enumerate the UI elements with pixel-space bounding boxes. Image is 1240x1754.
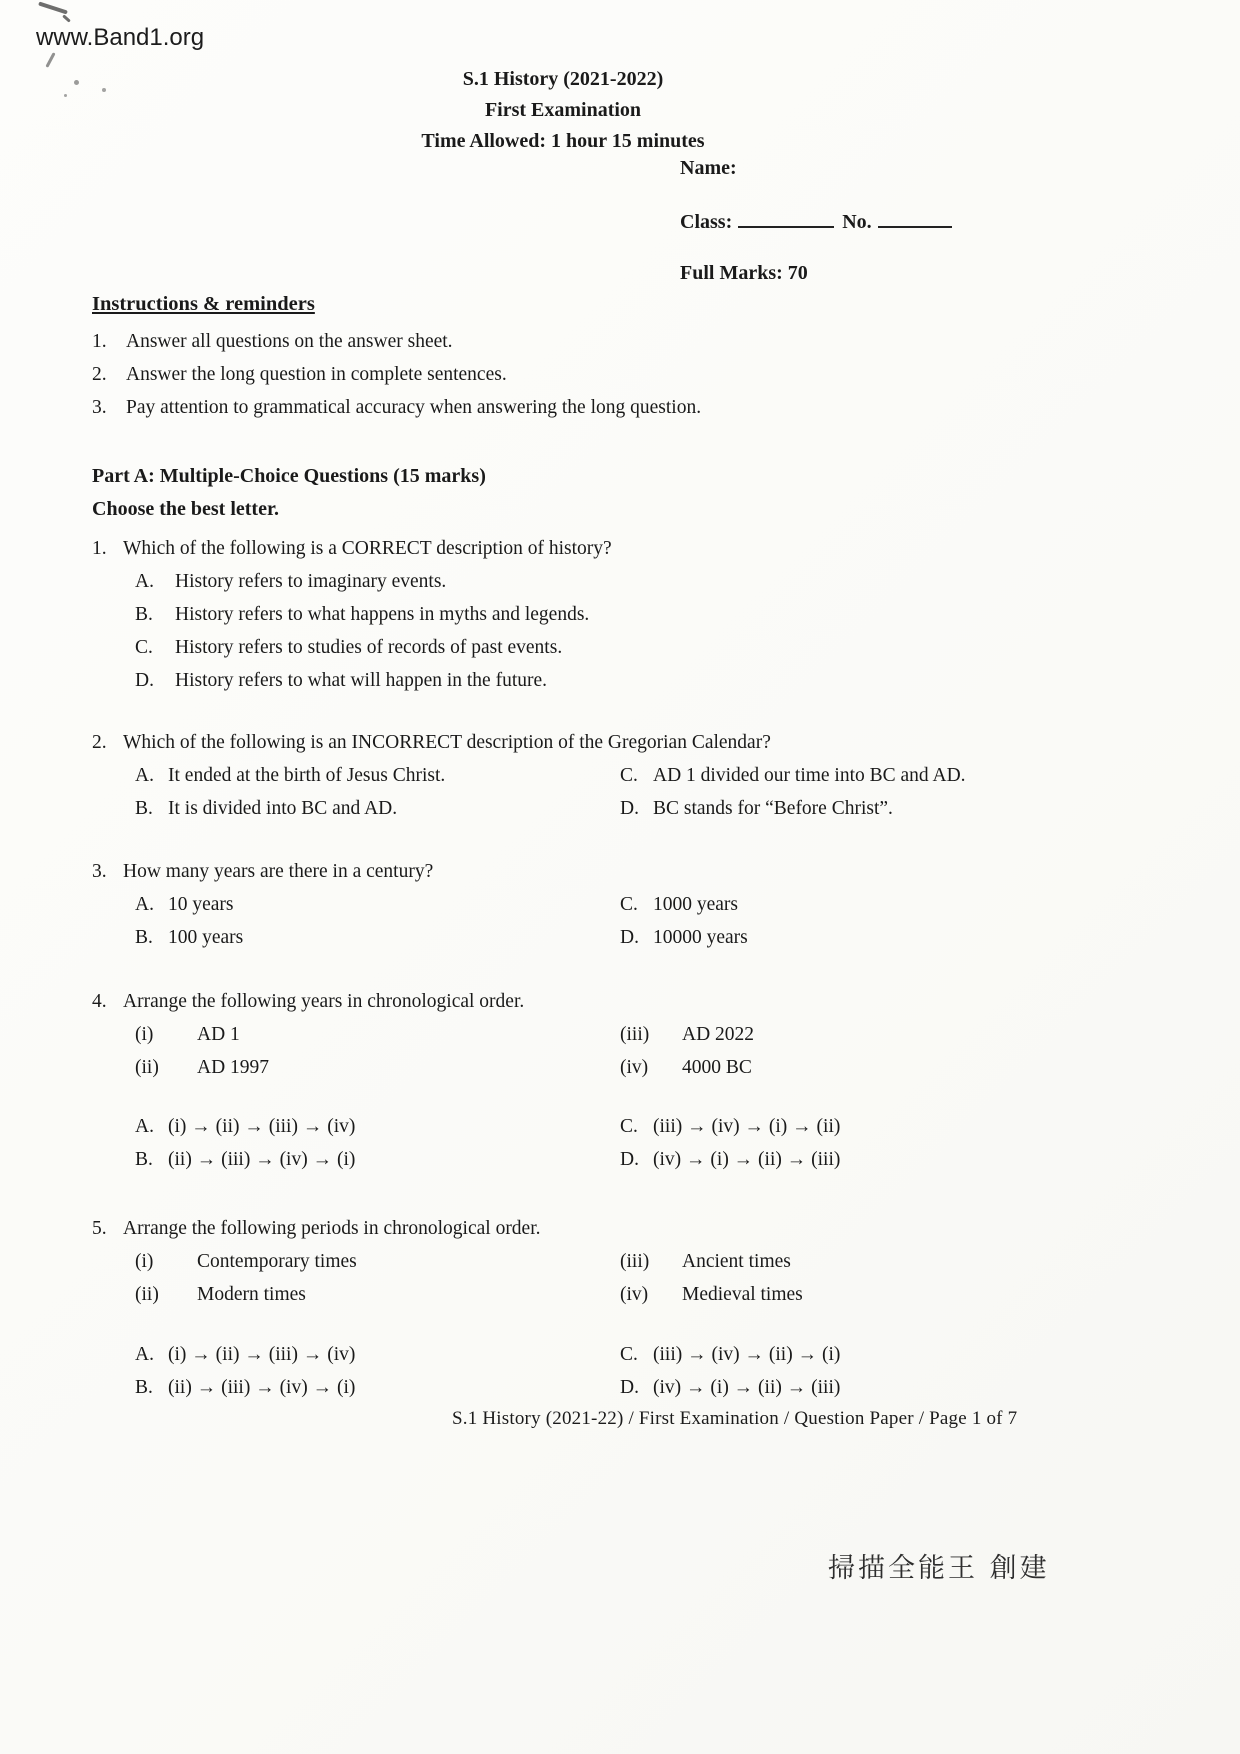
question-number: 4. [92,991,107,1012]
instruction-text: Pay attention to grammatical accuracy when answering the long question. [126,397,702,418]
exam-body [92,288,1020,1404]
part-a-instruction: Choose the best letter. [92,498,280,520]
no-label: No. [842,211,872,233]
item-text: Contemporary times [197,1251,357,1272]
option-letter: C. [620,894,638,915]
option-text: 1000 years [653,894,739,915]
option-text: 10 years [168,894,234,915]
option-letter: B. [135,1377,153,1398]
item-text: Medieval times [682,1284,803,1305]
option-text: It ended at the birth of Jesus Christ. [168,765,446,786]
option-row [135,664,1020,697]
option-text: (ii) → (iii) → (iv) → (i) [168,1377,356,1398]
item-roman: (i) [135,1251,154,1272]
question-text: Which of the following is a CORRECT description of history? [123,538,612,559]
question-text: Arrange the following periods in chronological order. [123,1218,541,1239]
item-roman: (iv) [620,1057,649,1078]
time-allowed: Time Allowed: 1 hour 15 minutes [421,130,705,152]
item-text: Modern times [197,1284,306,1305]
item-row [135,1051,1020,1084]
question-number: 2. [92,732,107,753]
item-roman: (ii) [135,1057,159,1078]
instruction-number: 3. [92,397,107,418]
instruction-number: 2. [92,364,107,385]
option-text: (iv) → (i) → (ii) → (iii) [653,1377,841,1398]
option-text: BC stands for “Before Christ”. [653,798,893,819]
option-row [135,1338,1020,1371]
scanner-credit-watermark: 掃描全能王 創建 [828,1553,1050,1584]
option-text: It is divided into BC and AD. [168,798,398,819]
option-letter: B. [135,604,153,625]
question-text: How many years are there in a century? [123,861,434,882]
site-watermark: www.Band1.org [36,24,205,51]
option-row [135,565,1020,598]
instruction-item [92,325,1020,358]
ink-scribble [38,1,68,14]
item-text: AD 1 [197,1024,240,1045]
option-letter: A. [135,1344,154,1365]
option-row [135,1143,1020,1176]
option-letter: D. [135,670,154,691]
option-letter: A. [135,894,154,915]
option-letter: A. [135,1116,154,1137]
item-text: AD 1997 [197,1057,270,1078]
item-text: 4000 BC [682,1057,752,1078]
question-number: 5. [92,1218,107,1239]
instruction-text: Answer the long question in complete sentences. [126,364,507,385]
option-letter: C. [135,637,153,658]
item-text: Ancient times [682,1251,791,1272]
option-row [135,792,1020,825]
option-row [135,888,1020,921]
item-row [135,1018,1020,1051]
item-roman: (i) [135,1024,154,1045]
option-row [135,759,1020,792]
item-roman: (ii) [135,1284,159,1305]
exam-header [0,64,1126,157]
class-label: Class: [680,211,733,233]
question-2 [92,726,1020,825]
option-row [135,631,1020,664]
item-row [135,1245,1020,1278]
option-row [135,1371,1020,1404]
item-roman: (iii) [620,1251,650,1272]
item-text: AD 2022 [682,1024,755,1045]
option-letter: A. [135,765,154,786]
option-text: 10000 years [653,927,748,948]
option-letter: B. [135,1149,153,1170]
instruction-text: Answer all questions on the answer sheet. [126,331,453,352]
option-text: History refers to studies of records of past events. [175,637,563,658]
option-text: (iv) → (i) → (ii) → (iii) [653,1149,841,1170]
option-text: (i) → (ii) → (iii) → (iv) [168,1344,356,1365]
option-text: AD 1 divided our time into BC and AD. [653,765,966,786]
question-5 [92,1212,1020,1404]
option-letter: B. [135,927,153,948]
no-blank-line [878,206,952,228]
page-footer: S.1 History (2021-22) / First Examination / Question Paper / Page 1 of 7 [452,1408,1018,1429]
item-roman: (iii) [620,1024,650,1045]
class-blank-line [738,206,834,228]
option-letter: D. [620,1149,639,1170]
option-letter: C. [620,765,638,786]
option-text: History refers to imaginary events. [175,571,447,592]
question-3 [92,855,1020,954]
option-text: 100 years [168,927,244,948]
instruction-item [92,391,1020,424]
instruction-item [92,358,1020,391]
exam-subtitle: First Examination [484,99,642,121]
option-letter: C. [620,1344,638,1365]
question-text: Which of the following is an INCORRECT description of the Gregorian Calendar? [123,732,771,753]
option-letter: A. [135,571,154,592]
item-roman: (iv) [620,1284,649,1305]
name-label: Name: [680,157,737,179]
question-1 [92,532,1020,697]
exam-title: S.1 History (2021-2022) [462,68,664,90]
option-letter: D. [620,1377,639,1398]
full-marks-label: Full Marks: 70 [680,262,808,284]
option-text: (ii) → (iii) → (iv) → (i) [168,1149,356,1170]
option-row [135,921,1020,954]
option-text: (iii) → (iv) → (ii) → (i) [653,1344,841,1365]
question-4 [92,985,1020,1176]
question-number: 3. [92,861,107,882]
option-letter: D. [620,927,639,948]
option-text: History refers to what happens in myths and legends. [175,604,590,625]
ink-scribble [62,14,71,22]
option-row [135,1110,1020,1143]
question-number: 1. [92,538,107,559]
item-row [135,1278,1020,1311]
option-text: (i) → (ii) → (iii) → (iv) [168,1116,356,1137]
part-a-heading: Part A: Multiple-Choice Questions (15 marks) [92,465,486,487]
option-letter: D. [620,798,639,819]
option-row [135,598,1020,631]
option-text: (iii) → (iv) → (i) → (ii) [653,1116,841,1137]
question-text: Arrange the following years in chronological order. [123,991,525,1012]
option-text: History refers to what will happen in the future. [175,670,548,691]
instructions-heading: Instructions & reminders [92,293,315,315]
instruction-number: 1. [92,331,107,352]
option-letter: B. [135,798,153,819]
option-letter: C. [620,1116,638,1137]
